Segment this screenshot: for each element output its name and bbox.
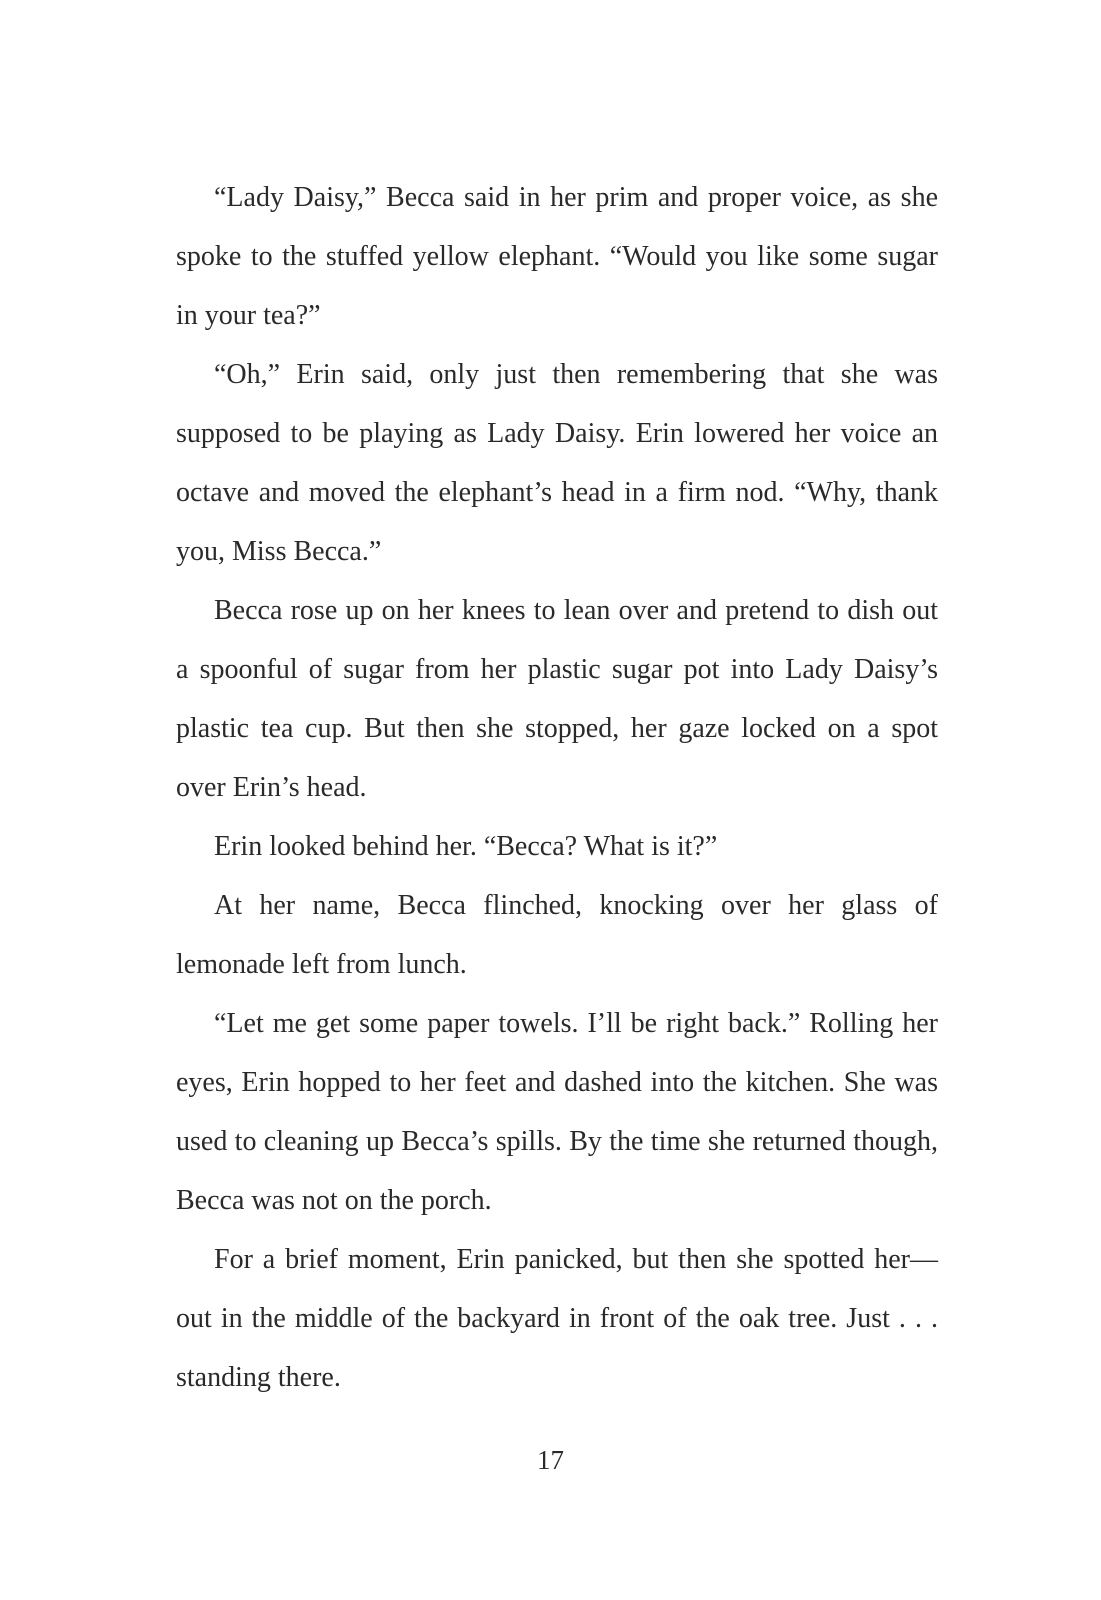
page-number: 17	[537, 1445, 564, 1475]
paragraph: “Let me get some paper towels. I’ll be right back.” Rolling her eyes, Erin hopped to her feet and dashed into the kitchen. She was used to cleaning up Becca’s spills. By the time she returned though, Becca was not on the porch.	[176, 1008, 938, 1216]
paragraph: Erin looked behind her. “Becca? What is it?”	[214, 831, 718, 862]
paragraph: “Oh,” Erin said, only just then remembering that she was supposed to be playing as Lady Daisy. Erin lowered her voice an octave and moved the elephant’s head in a firm nod. “Why, thank you, Miss Becca.”	[176, 359, 938, 567]
paragraph: Becca rose up on her knees to lean over and pretend to dish out a spoonful of sugar from her plastic sugar pot into Lady Daisy’s plastic tea cup. But then she stopped, her gaze locked on a spot over Erin’s head.	[176, 595, 938, 803]
paragraph: For a brief moment, Erin panicked, but then she spotted her—out in the middle of the backyard in front of the oak tree. Just . . . standing there.	[176, 1244, 938, 1393]
paragraph: At her name, Becca flinched, knocking over her glass of lemonade left from lunch.	[176, 890, 938, 980]
paragraph: “Lady Daisy,” Becca said in her prim and proper voice, as she spoke to the stuffed yellow elephant. “Would you like some sugar in your tea?”	[176, 182, 938, 331]
body-text	[176, 168, 938, 1407]
